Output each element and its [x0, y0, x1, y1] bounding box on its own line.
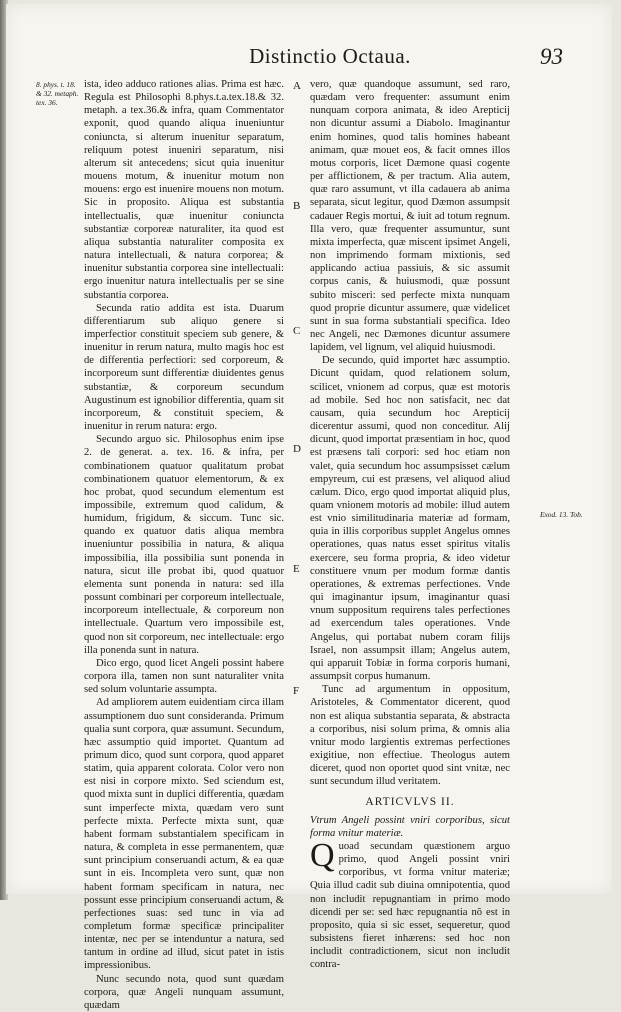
drop-cap: Q	[310, 836, 335, 874]
left-column	[84, 78, 284, 1012]
paragraph: Nunc secundo nota, quod sunt quædam corpora, quæ Angeli nunquam assumunt, quædam	[84, 973, 284, 1011]
section-letter-b: B	[293, 200, 301, 212]
section-letter-e: E	[293, 563, 300, 575]
article-body-text: uoad secundam quæstionem arguo primo, quod Angeli possint vniri corporibus, vt forma vnitur materiæ; Quia illud cadit sub diuina omnipotentia, quod non includit repugnantiam in primo modo dicendi per se: sed hæc repugnantia nõ est in proposito, quia si sic esset, sequeretur, quod subsistens fieret inhærens: sed hoc non includit contradictionem, sicut non includit contra-	[310, 840, 510, 971]
page-title: Distinctio Octaua.	[249, 44, 411, 68]
right-column	[310, 78, 510, 971]
paragraph: De secundo, quid importet hæc assumptio. Dicunt quidam, quod relationem solum, scilicet, vnionem ad corpus, quæ est motoris ad mobile. Sed hoc non satisfacit, nec dat causam, quia secundum hoc Arepticij dicerentur assumi, quod non conceditur. Alij dicunt, quod importat præsentiam in hoc, quod est præsens tali corpori: sed hoc etiam non valet, quia secundum hoc assumpsisset cælum empyreum, cui est præsens, vel aliquod aliud cælum. Dico, ergo quod importat aliquid plus, quam vnionem motoris ad mobile: illud autem est vnio similitudinaria materiæ ad formam, quia in illis corporibus supplet Angelus omnes operationes, quas natus esset spiritus vitalis exercere, seu forma propria, & ideo videtur constituere vnum per modum formæ dantis operationes, & extremas perfectiones. Vnde qui imaginantur ipsum, imaginantur quasi vnum suppositum requirens tales perfectiones ad exercendum tales operationes. Vnde Angelus, qui portabat nubem coram filijs Israel, non assumpsit illam; Angelus autem, qui apparuit Tobiæ in forma corporis humani, assumpsit corpus humanum.	[310, 355, 510, 683]
section-letter-a: A	[293, 80, 301, 92]
left-margin-note: 8. phys. t. 18. & 32. metaph. tex. 36.	[36, 80, 79, 107]
section-letter-d: D	[293, 443, 301, 455]
article-question: Vtrum Angeli possint vniri corporibus, sicut forma vnitur materiæ.	[310, 814, 510, 839]
right-margin-note: Exod. 13. Tob.	[540, 510, 583, 519]
paragraph: Ad ampliorem autem euidentiam circa illam assumptionem duo sunt consideranda. Primum qualia sunt corpora, quæ assumunt. Secundum, hæc assumptio quid importet. Quantum ad primum dico, quod sunt corpora, quod apparet statim, quia apparent colorata. Color vero non est nisi in corpore mixto. Sed sciendum est, quod mixta sunt in duplici differentia, quædam sunt imperfecte mixta, quædam vero sunt perfecte mixta. Perfecte mixta sunt, quæ habent formam substantialem specificam in natura, & completa in esse permanentem, quæ sunt principium conseruandi actum, & ea quæ sunt in eis. Incompleta vero sunt, quæ non habent formam specificam in natura, nec possunt esse principium conseruandi actum, & perfectiones suas: sed tunc in via ad completum formæ specificæ principaliter intentæ, nec per se intenduntur a natura, sed tantum in ordine ad illud, sicut patet in istis impressionibus.	[84, 697, 284, 972]
section-letter-c: C	[293, 325, 301, 337]
paragraph: Dico ergo, quod licet Angeli possint habere corpora illa, tamen non sunt naturaliter vnita sed solum voluntarie assumpta.	[84, 657, 284, 696]
paragraph: ista, ideo adduco rationes alias. Prima est hæc. Regula est Philosophi 8.phys.t.a.tex.18.& 32. metaph. a tex.36.& infra, quam Commentator exponit, quod quando aliqua inueniuntur coniuncta, si alterum inuenitur separatum, reliquum potest inueniri separatum, nisi alterum sit antecedens; sicut quia inuenitur mouens motum, & inuenitur motum non mouens: ergo est inuenire mouens non motum. Sic in proposito. Aliqua est substantia intellectualis, quæ inuenitur coniuncta substantiæ corporeæ naturaliter, ita quod est aliqua substantia naturaliter composita ex natura intellectuali, & natura corporea; & inuenitur substantia corporea sine intellectuali: ergo inuenitur natura intellectualis per se sine substantia corporea.	[84, 79, 284, 301]
page-number: 93	[540, 44, 563, 69]
article-heading: ARTICVLVS II.	[365, 796, 455, 809]
paragraph: Secunda ratio addita est ista. Duarum differentiarum sub aliquo genere si imperfectior constituit speciem sub genere, & inuenitur in rerum natura, multo magis hoc est de differentia perfectiori: sed corporeum, & incorporeum sunt differentiæ diuidentes genus substantiæ, & corporeum secundum Augustinum est ignobilior differentia, quam sit incorporeum, & constituit speciem, & inuenitur in rerum natura: ergo.	[84, 302, 284, 433]
article-body	[310, 836, 510, 972]
paragraph: Secundo arguo sic. Philosophus enim ipse 2. de generat. a. tex. 16. & infra, per combinationem quatuor qualitatum probat combinationem quatuor elementorum, & ex hoc probat, quod secundum elementum est impossibile, extremum quod calidum, & humidum, frigidum, & siccum. Tunc sic. quando ex quatuor datis aliqua membra inueniuntur possibilia in natura, & aliqua impossibilia, illa possibilia sunt ponenda in natura, sicut ille probat ibi, quod quatuor elementa sunt ponenda in natura: sed illa possunt combinari per corporeum intellectuale, incorporeum intellectuale, & corporeum non intellectuale. Quartum vero impossibile est, quod non sit corporeum, nec intellectuale: ergo illa ponenda sunt in natura.	[84, 434, 284, 656]
paragraph: vero, quæ quandoque assumunt, sed raro, quædam vero frequenter: assumunt enim nunquam corpora animata, & ideo Arepticij non dicuntur assumi a Diabolo. Imaginantur enim homines, quod talis homines habeant animam, quæ mouet eos, & facit omnes illos motus corporis, licet Dæmone quasi cogente per afflictionem, & per tractum. Alia autem, quæ raro assumunt, vt illa cadauera ab anima separata, sicut legitur, quod Dæmon assumpsit cadauer Regis mortui, & iuit ad totum regnum. Illa vero, quæ frequenter assumuntur, sunt mixta imperfecta, quæ miscent ipsimet Angeli, non imprimendo formam mixtionis, sed applicando actiua passiuis, & sic assumit corpus canis, & huiusmodi, quæ possunt subito misceri: sed perfecte mixta nunquam quod proprie dicuntur assumere, quæ videlicet sunt in sua forma substantiali specifica. Ideo nec Angeli, nec Dæmones dicuntur assumere lapidem, vel lignum, vel aliquid huiusmodi.	[310, 79, 510, 354]
paragraph: Tunc ad argumentum in oppositum, Aristoteles, & Commentator dicerent, quod non est aliqua substantia separata, & abstracta a corporibus, nisi solum prima, & omnis alia vnitur modo largientis extremas perfectiones exigitiue, non effectiue. Theologus autem diceret, quod non oportet quod sint vnitæ, nec sunt secundum illud veritatem.	[310, 684, 510, 788]
section-letter-f: F	[293, 685, 300, 697]
